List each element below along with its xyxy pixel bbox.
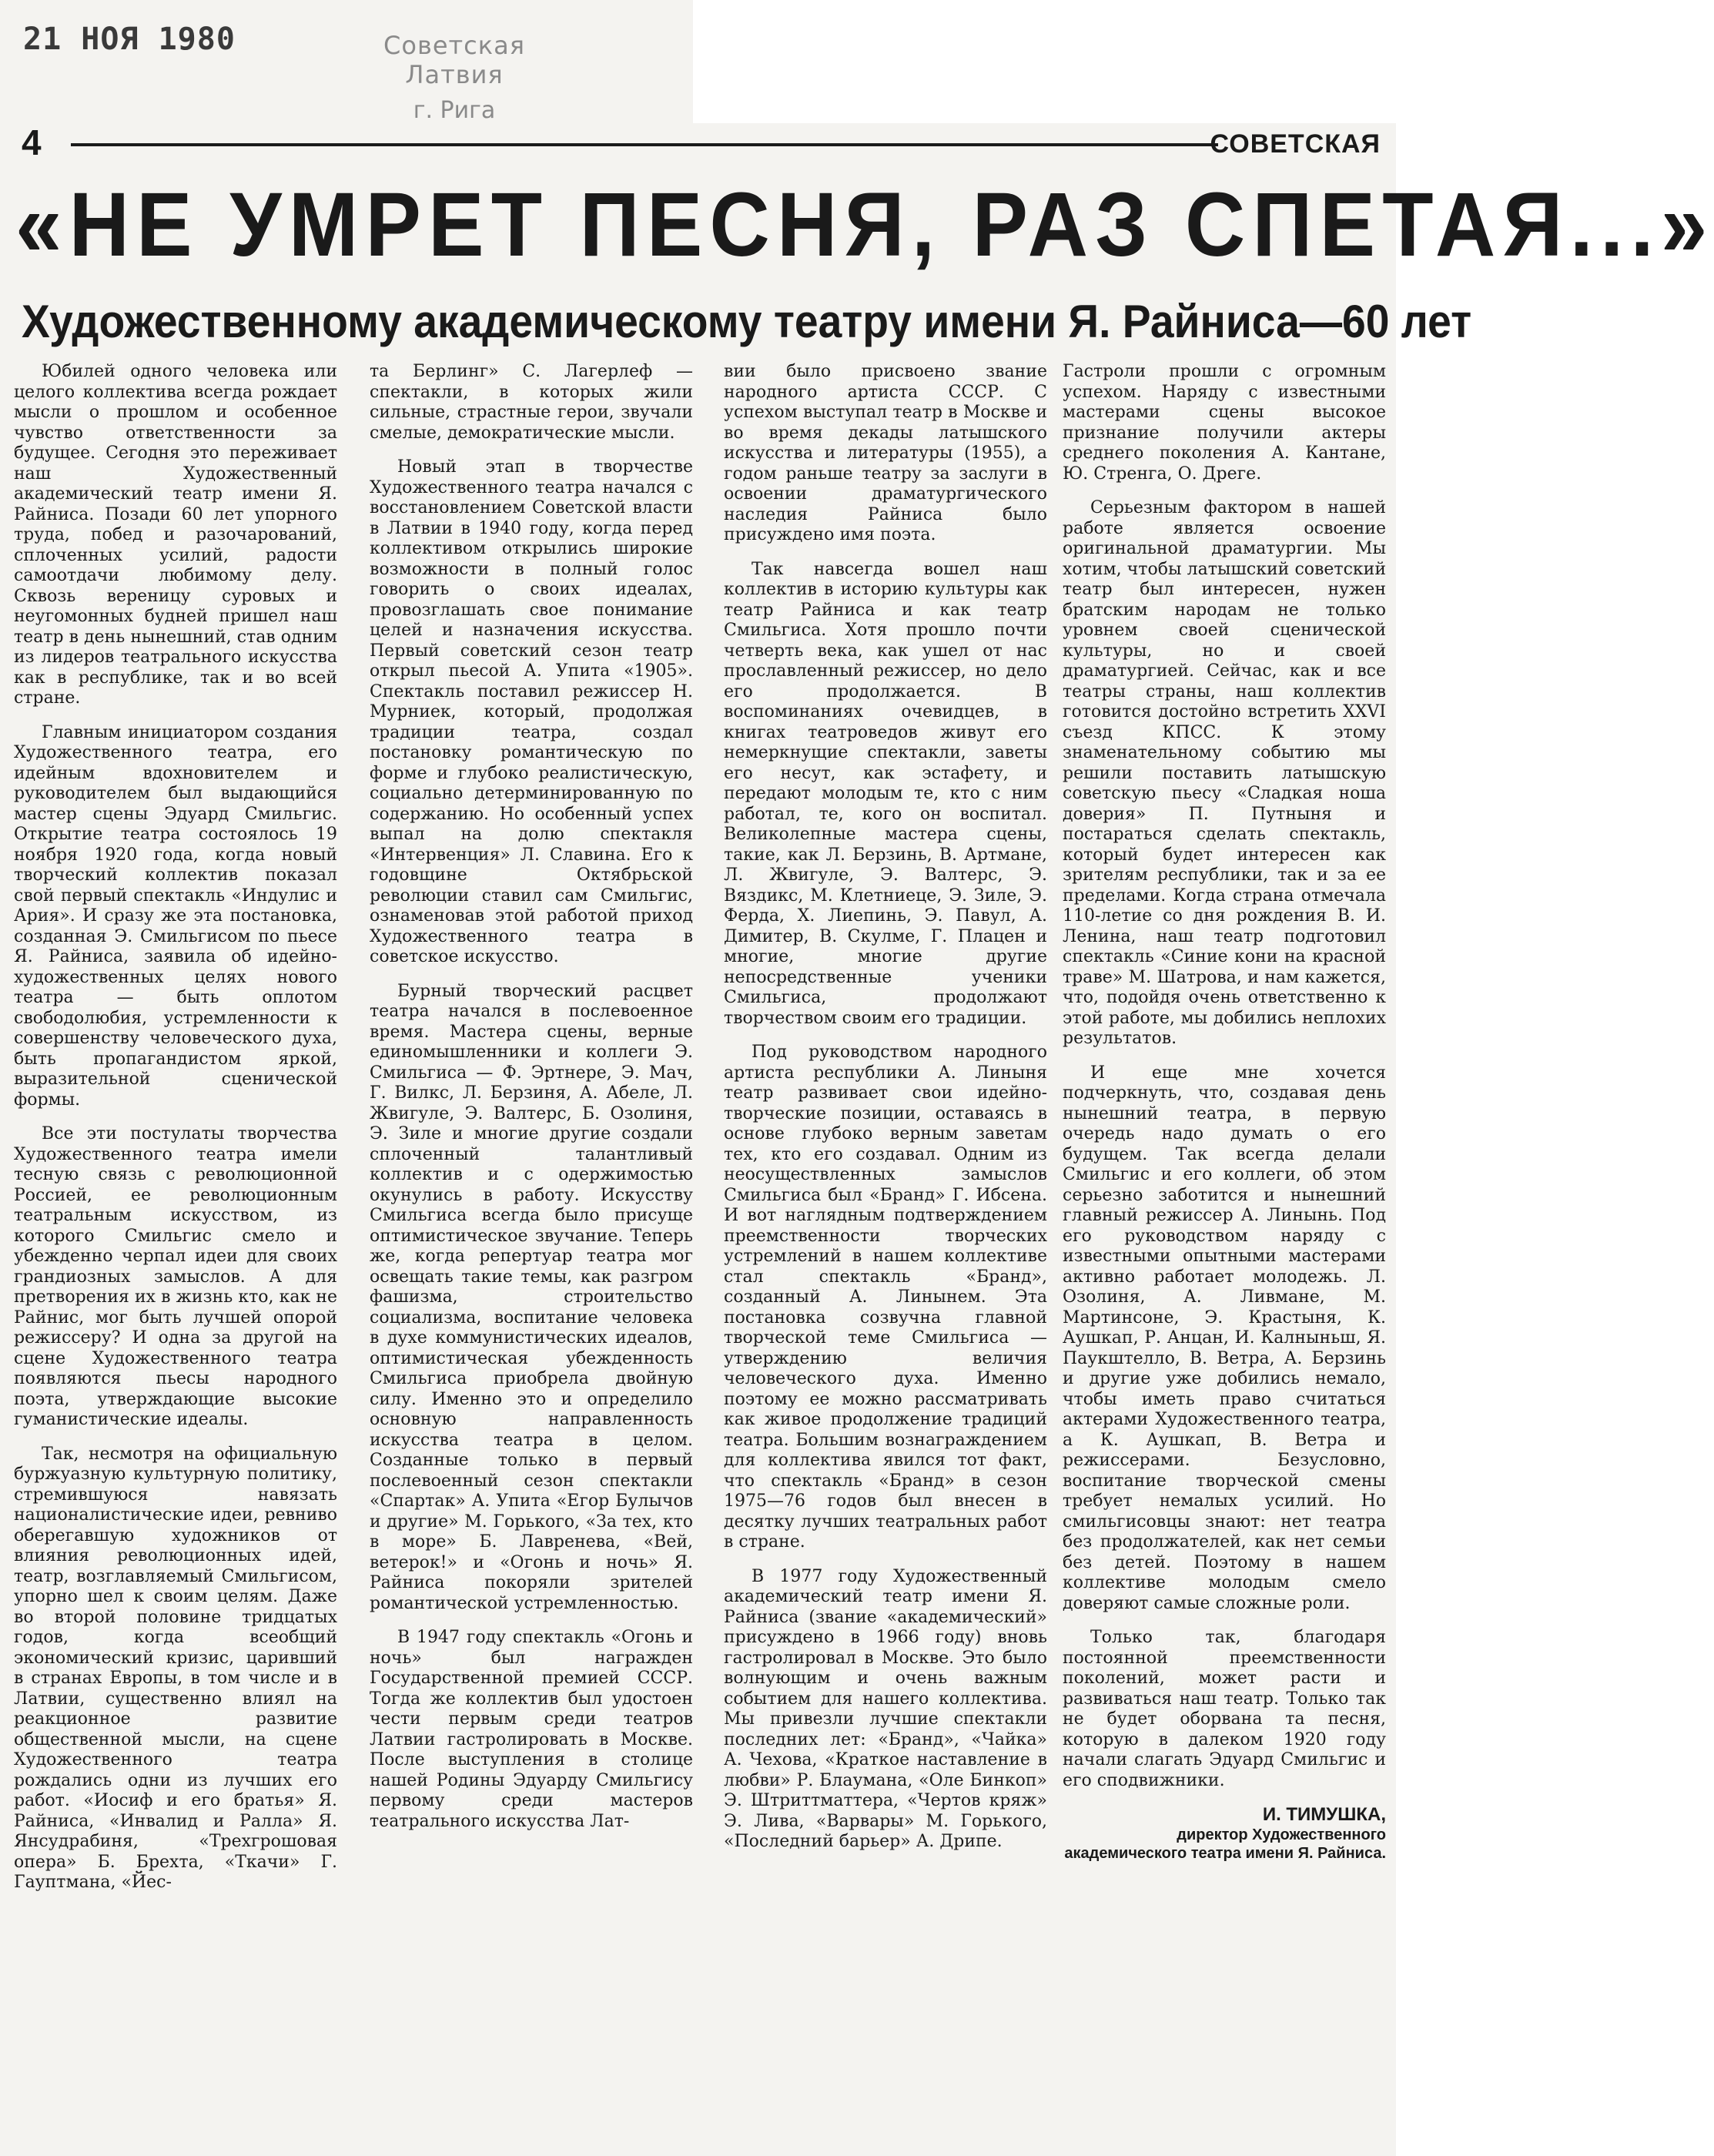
article-subheadline: Художественному академическому театру имени Я. Райниса—60 лет (22, 296, 1472, 347)
author-name: И. ТИМУШКА, (1262, 1804, 1386, 1825)
paragraph: та Берлинг» С. Лагерлеф — спектакли, в которых жили сильные, страстные герои, звучали смелые, демократические мысли. (370, 362, 693, 443)
clipping-date-stamp: 21 НОЯ 1980 (23, 22, 236, 57)
paragraph: вии было присвоено звание народного артиста СССР. С успехом выступал театр в Москве и во время декады латышского искусства и литературы (1955), а годом раньше театру за заслуги в освоении драматургического наследия Райниса было присуждено имя поэта. (724, 362, 1047, 544)
paragraph: Юбилей одного человека или целого коллектива всегда рождает мысли о прошлом и особенное чувство ответственности за будущее. Сегодня это переживает наш Художественный академический театр имени Я. Райниса. Позади 60 лет упорного труда, побед и разочарований, сплоченных усилий, радости самоотдачи любимому делу. Сквозь вереницу суровых и неугомонных будней пришел наш театр в день нынешний, став одним из лидеров театрального искусства как в республике, так и во всей стране. (14, 362, 337, 708)
article-column-2 (370, 362, 693, 1846)
article-body (14, 362, 1386, 2141)
article-column-4 (1063, 362, 1386, 1863)
paragraph: Все эти постулаты творчества Художественного театра имели тесную связь с революционной Россией, ее революционным театральным искусством, из которого Смильгис смело и убежденно черпал идеи для своих грандиозных замыслов. А для претворения их в жизнь кто, как не Райнис, мог быть лучшей опорой режиссеру? И одна за другой на сцене Художественного театра появляются пьесы народного поэта, утверждающие высокие гуманистические идеалы. (14, 1124, 337, 1429)
newspaper-name: СОВЕТСКАЯ (1210, 129, 1381, 159)
stamp-source-newspaper: Советская Латвия (383, 31, 525, 89)
header-rule (71, 143, 1218, 146)
paragraph: Так, несмотря на официальную буржуазную культурную политику, стремившуюся навязать националистические идеи, ревниво оберегавшую художников от влияния революционных идей, театр, возглавляемый Смильгисом, упорно шел к своим целям. Даже во второй половине тридцатых годов, когда всеобщий экономический кризис, царивший в странах Европы, в том числе и в Латвии, существенно влиял на реакционное развитие общественной мысли, на сцене Художественного театра рождались одни из лучших его работ. «Иосиф и его братья» Я. Райниса, «Инвалид и Ралла» Я. Янсудрабиня, «Трехгрошовая опера» Б. Брехта, «Ткачи» Г. Гауптмана, «Йес- (14, 1444, 337, 1892)
paragraph: Главным инициатором создания Художественного театра, его идейным вдохновителем и руководителем был выдающийся мастер сцены Эдуард Смильгис. Открытие театра состоялось 19 ноября 1920 года, когда новый творческий коллектив показал свой первый спектакль «Индулис и Ария». И сразу же эта постановка, созданная Э. Смильгисом по пьесе Я. Райниса, заявила об идейно-художественных целях нового театра — быть оплотом свободолюбия, устремленности к совершенству человеческого духа, быть пропагандистом яркой, выразительной сценической формы. (14, 722, 337, 1110)
paragraph: Так навсегда вошел наш коллектив в историю культуры как театр Райниса и как театр Смильгиса. Хотя прошло почти четверть века, как ушел от нас прославленный режиссер, но дело его продолжается. В воспоминаниях очевидцев, в книгах театроведов живут его немеркнущие спектакли, заветы его несут, как эстафету, и передают молодым те, кто с ним работал, те, кого он воспитал. Великолепные мастера сцены, такие, как Л. Берзинь, В. Артмане, Л. Жвигуле, Э. Валтерс, Э. Вяздикс, М. Клетниеце, Э. Зиле, Э. Ферда, Х. Лиепинь, Э. Павул, А. Димитер, В. Скулме, Г. Плацен и многие, многие другие непосредственные ученики Смильгиса, продолжают творчеством своим его традиции. (724, 559, 1047, 1028)
article-column-1 (14, 362, 337, 1907)
author-title: директор Художественного академического театра имени Я. Райниса. (1064, 1826, 1386, 1862)
paragraph: И еще мне хочется подчеркнуть, что, создавая день нынешний театра, в первую очередь надо думать о его будущем. Так всегда делали Смильгис и его коллеги, об этом серьезно заботится и нынешний главный режиссер А. Линынь. Под его руководством наряду с известными опытными мастерами активно работает молодежь. Л. Озолиня, А. Ливмане, М. Мартинсоне, Э. Крастыня, К. Аушкап, Р. Анцан, И. Калныньш, Я. Паукштелло, В. Ветра, А. Берзинь и другие уже добились немало, чтобы иметь право считаться актерами Художественного театра, а К. Аушкап, В. Ветра и режиссерами. Безусловно, воспитание творческой смены требует немалых усилий. Но смильгисовцы знают: нет театра без продолжателей, как нет семьи без детей. Поэтому в нашем коллективе молодым смело доверяют самые сложные роли. (1063, 1063, 1386, 1613)
paragraph: Гастроли прошли с огромным успехом. Наряду с известными мастерами сцены высокое признание получили актеры среднего поколения А. Кантане, Ю. Стренга, О. Дреге. (1063, 362, 1386, 484)
paragraph: Серьезным фактором в нашей работе является освоение оригинальной драматургии. Мы хотим, чтобы латышский советский театр был интересен, нужен братским народам не только уровнем своей сценической культуры, но и своей драматургией. Сейчас, как и все театры страны, наш коллектив готовится достойно встретить XXVI съезд КПСС. К этому знаменательному событию мы решили поставить латышскую советскую пьесу «Сладкая ноша доверия» П. Путныня и постараться сделать спектакль, который будет интересен как зрителям республики, так и за ее пределами. Когда страна отмечала 110-летие со дня рождения В. И. Ленина, наш театр подготовил спектакль «Синие кони на красной траве» М. Шатрова, и нам кажется, что, подойдя очень ответственно к этой работе, мы добились неплохих результатов. (1063, 498, 1386, 1048)
page-number: 4 (22, 122, 42, 162)
paragraph: Новый этап в творчестве Художественного театра начался с восстановлением Советской власти в Латвии в 1940 году, когда перед коллективом открылись широкие возможности в полный голос говорить о своих идеалах, провозглашать свое понимание целей и назначения искусства. Первый советский сезон театр открыл пьесой А. Упита «1905». Спектакль поставил режиссер Н. Мурниек, который, продолжая традиции театра, создал постановку романтическую по форме и глубоко реалистическую, социально детерминированную по содержанию. Но особенный успех выпал на долю спектакля «Интервенция» Л. Славина. Его к годовщине Октябрьской революции ставил сам Смильгис, ознаменовав этой работой приход Художественного театра в советское искусство. (370, 457, 693, 966)
paragraph: В 1977 году Художественный академический театр имени Я. Райниса (звание «академический» присуждено в 1966 году) вновь гастролировал в Москве. Это было волнующим и очень важным событием для нашего коллектива. Мы привезли лучшие спектакли последних лет: «Бранд», «Чайка» А. Чехова, «Краткое наставление в любви» Р. Блаумана, «Оле Бинкоп» Э. Штриттматтера, «Чертов кряж» Э. Лива, «Варвары» М. Горького, «Последний барьер» А. Дрипе. (724, 1566, 1047, 1851)
article-column-3 (724, 362, 1047, 1866)
paragraph: Бурный творческий расцвет театра начался в послевоенное время. Мастера сцены, верные единомышленники и коллеги Э. Смильгиса — Ф. Эртнере, Э. Мач, Г. Вилкс, Л. Берзиня, А. Абеле, Л. Жвигуле, Э. Валтерс, Б. Озолиня, Э. Зиле и многие другие создали сплоченный талантливый коллектив и с одержимостью окунулись в работу. Искусству Смильгиса всегда было присуще оптимистическое звучание. Теперь же, когда репертуар театра мог освещать такие темы, как разгром фашизма, строительство социализма, воспитание человека в духе коммунистических идеалов, оптимистическая убежденность Смильгиса приобрела двойную силу. Именно это и определило основную направленность искусства театра в целом. Созданные только в первый послевоенный сезон спектакли «Спартак» А. Упита «Егор Булычов и другие» М. Горького, «За тех, кто в море» Б. Лавренева, «Вей, ветерок!» и «Огонь и ночь» Я. Райниса покоряли зрителей романтической устремленностью. (370, 981, 693, 1613)
clipping-source-stamp (331, 31, 577, 124)
clipping-cutout (693, 0, 1396, 123)
article-headline: «НЕ УМРЕТ ПЕСНЯ, РАЗ СПЕТАЯ...» (15, 174, 1714, 276)
paragraph: Только так, благодаря постоянной преемственности поколений, может расти и развиваться наш театр. Только так не будет оборвана та песня, которую в далеком 1920 году начали слагать Эдуард Смильгис и его сподвижники. (1063, 1628, 1386, 1790)
paragraph: Под руководством народного артиста республики А. Линыня театр развивает свои идейно-творческие позиции, оставаясь в основе глубоко верным заветам тех, кто его создавал. Одним из неосуществленных замыслов Смильгиса был «Бранд» Г. Ибсена. И вот наглядным подтверждением преемственности творческих устремлений в нашем коллективе стал спектакль «Бранд», созданный А. Линынем. Эта постановка созвучна главной творческой теме Смильгиса — утверждению величия человеческого духа. Именно поэтому ее можно рассматривать как живое продолжение традиций театра. Большим вознаграждением для коллектива явился тот факт, что спектакль «Бранд» в сезон 1975—76 годов был внесен в десятку лучших театральных работ в стране. (724, 1043, 1047, 1552)
stamp-source-city: г. Рига (413, 97, 496, 124)
paragraph: В 1947 году спектакль «Огонь и ночь» был награжден Государственной премией СССР. Тогда же коллектив был удостоен чести первым среди театров Латвии гастролировать в Москве. После выступления в столице нашей Родины Эдуарду Смильгису первому среди мастеров театрального искусства Лат- (370, 1628, 693, 1831)
